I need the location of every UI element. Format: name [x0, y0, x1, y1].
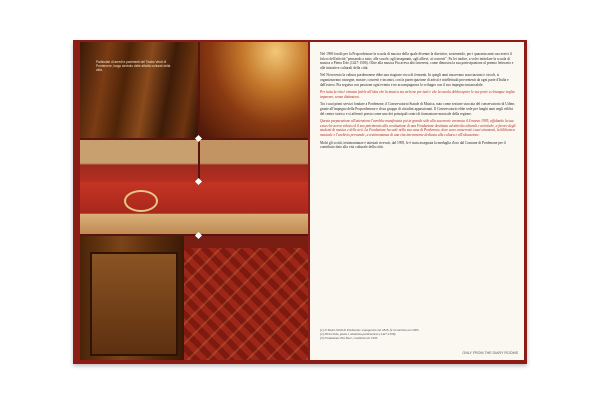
photo-wall-frieze	[80, 140, 198, 182]
footnote: (2) Pietro Edo, poeta e umanista pordenonese (1427-1506).	[320, 332, 397, 337]
quote-paragraph: Questa preparazione all'attenzione l'avrebbe manifestata poi in grande stile alla sua morte avvenuta il 4 marzo 1995, affidando la sua casa che aveva voluto ed il suo patrimonio alla costituzione di una Fondazione destinata ad attività culturali e artistiche, a favore degli studenti di musica e delle arti. La Fondazione ha sede nella sua casa di Pordenone, dove sono conservati i suoi strumenti, la biblioteca musicale e l'archivio personale, a testimonianza di una vita interamente dedicata alla cultura e all'educazione.	[320, 119, 516, 137]
paragraph: Nel 1969 fondò per la Propordenone la scuola di musica della quale divenne la direttrice, sostenendo, per i quaranta anni successivi il fulcro dell'attività "pensando a tutto, alle scuole, agli insegnanti, agli allievi, ai concerti". Fu lei inoltre, a voler intitolare la scuola di musica a Pietro Edo (1427-1506). Oltre alla musica Pia aveva altri interessi, come dimostra la sua partecipazione al premio letterario e alle iniziative culturali della città.	[320, 52, 514, 70]
photo-carpet-pattern	[184, 248, 308, 360]
door-inset	[90, 252, 178, 356]
photo-ceiling	[200, 42, 308, 138]
paragraph: Nel Novecento la cultura pordenonese ebbe una stagione ricca di fermenti. In quegli anni nascevano associazioni e circoli, si organizzavano rassegne, mostre, concerti e incontri, con la partecipazione di artisti e intellettuali provenienti da ogni parte d'Italia e dall'estero. Pia seguiva con passione ogni evento e ne accompagnava lo sviluppo con il suo impegno instancabile.	[320, 73, 509, 87]
footnote: (1) Il Teatro Verdi di Pordenone, inaugurato nel 1826, fu ricostruito nel 2005.	[320, 328, 420, 332]
footnotes	[320, 328, 516, 341]
photo-caption: Particolari di arredi e pavimenti del Teatro Verdi di Pordenone, luogo simbolo delle attività culturali della città.	[96, 60, 171, 73]
photo-wood-panel	[80, 42, 198, 138]
paragraph: Molti gli scritti, testimonianze e attestati ricevuti, dal 1995, le è stata assegnata la medaglia d'oro dal Comune di Pordenone per il contributo dato alla vita culturale della città.	[320, 140, 506, 150]
ornament-icon	[124, 190, 158, 212]
page-folio: ONLY FROM THE DIARY ROOMS	[462, 351, 518, 355]
quote-paragraph: Per tutta la vita è rimasta fedele all'idea che la musica sia un bene per tutti e che la scuola debba aprire le sue porte a chiunque voglia imparare, senza distinzioni.	[320, 90, 515, 99]
photo-wall-frieze-right	[200, 140, 308, 182]
right-page	[310, 42, 524, 360]
left-page-photos	[80, 42, 308, 360]
footnote: (3) Fondazione Pia Pace, costituita nel 1995.	[320, 336, 379, 341]
photo-red-wall	[80, 182, 308, 234]
paragraph: Tra i suoi primi servizi fondare a Pordenone, il Conservatorio Statale di Musica, nato come sezione staccata del conservatorio di Udine, grazie all'impegno della Propordenone e di un gruppo di cittadini appassionati. Il Conservatorio ebbe sede per lunghi anni negli edifici del centro storico e si affermò presto come uno dei principali centri di formazione musicale della regione.	[320, 102, 515, 116]
body-text	[320, 52, 516, 153]
